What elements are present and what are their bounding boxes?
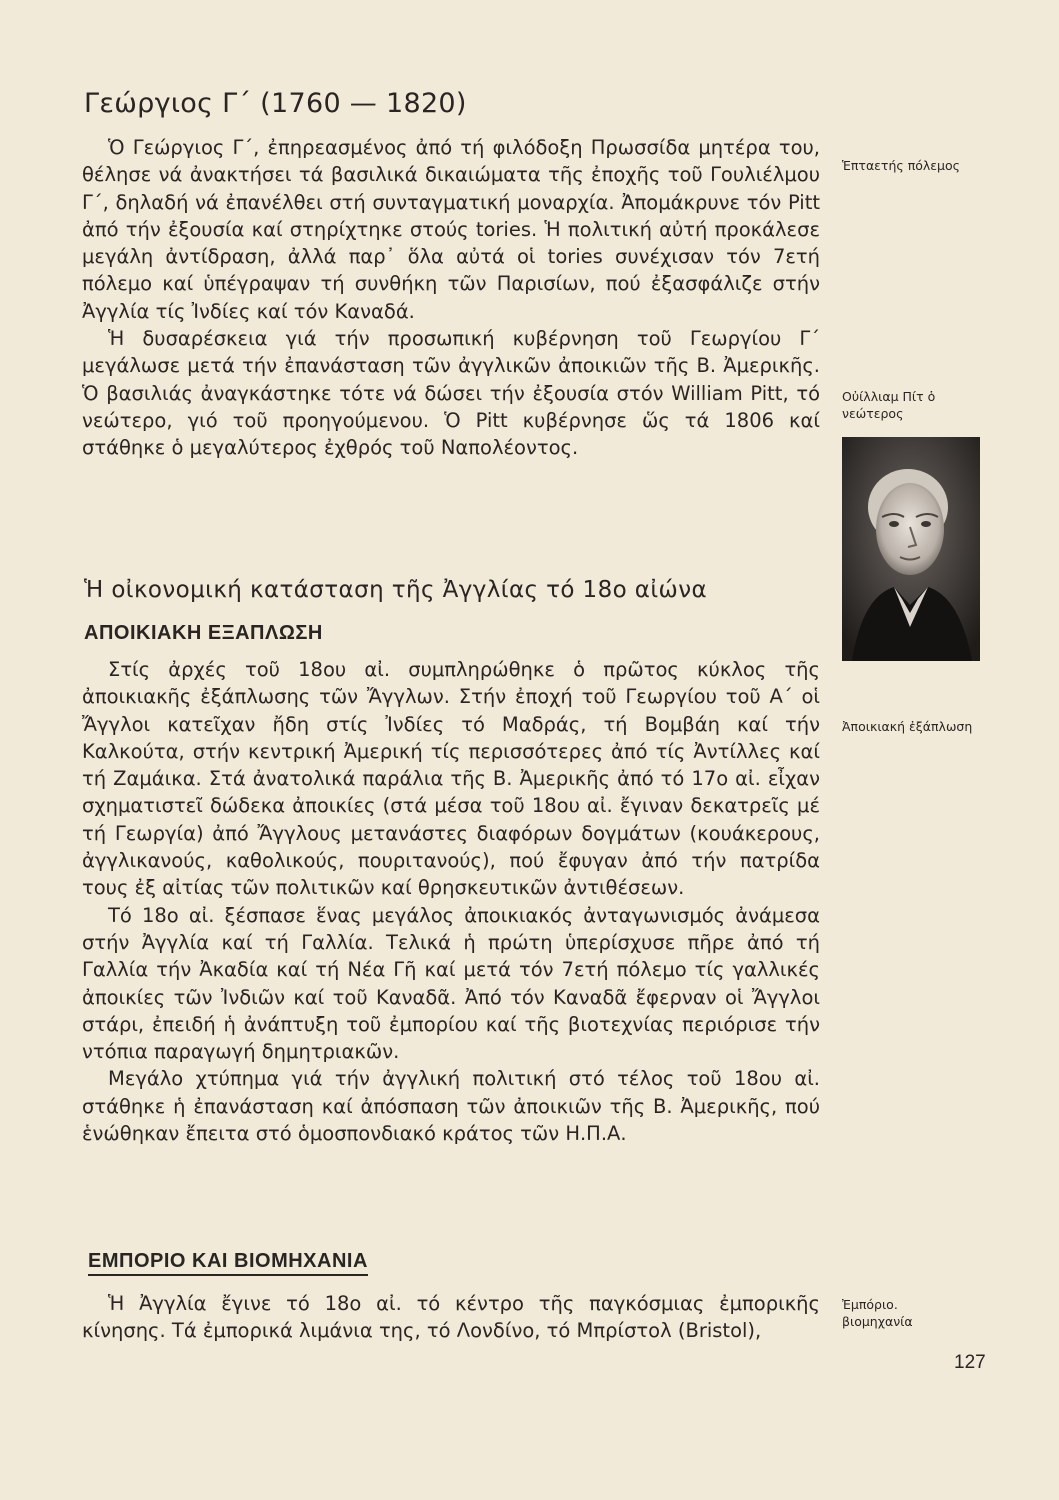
paragraph: Τό 18ο αἰ. ξέσπασε ἕνας μεγάλος ἀποικιακός ἀνταγωνισμός ἀνάμεσα στήν Ἀγγλία καί τή Γαλλία. Τελικά ἡ πρώτη ὑπερίσχυσε πῆρε ἀπό τή Γαλλία τήν Ἀκαδία καί τή Νέα Γῆ καί μετά τόν 7ετή πόλεμο τίς γαλλικές ἀποικίες τῶν Ἰνδιῶν καί τοῦ Καναδᾶ. Ἀπό τόν Καναδᾶ ἔφερναν οἱ Ἄγγλοι στάρι, ἐπειδή ἡ ἀνάπτυξη τοῦ ἐμπορίου καί τῆς βιοτεχνίας περιόρισε τήν ντόπια παραγωγή δημητριακῶν.: [82, 903, 820, 1064]
margin-note-pitt: [842, 388, 992, 422]
section-heading-economy: Ἡ οἰκονομική κατάσταση τῆς Ἀγγλίας τό 18ο αἰώνα: [84, 577, 708, 603]
margin-note-colonial: Ἀποικιακή ἐξάπλωση: [842, 719, 973, 734]
margin-note-trade: [842, 1296, 992, 1330]
paragraph: Ἡ δυσαρέσκεια γιά τήν προσωπική κυβέρνηση τοῦ Γεωργίου Γ΄ μεγάλωσε μετά τήν ἐπανάσταση τῶν ἀγγλικῶν ἀποικιῶν τῆς Β. Ἀμερικῆς. Ὁ βασιλιάς ἀναγκάστηκε τότε νά δώσει τήν ἐξουσία στόν William Pitt, τό νεώτερο, γιό τοῦ προηγούμενου. Ὁ Pitt κυβέρνησε ὥς τά 1806 καί στάθηκε ὁ μεγαλύτερος ἐχθρός τοῦ Ναπολέοντος.: [82, 327, 820, 460]
paragraph: Μεγάλο χτύπημα γιά τήν ἀγγλική πολιτική στό τέλος τοῦ 18ου αἰ. στάθηκε ἡ ἐπανάσταση καί ἀπόσπαση τῶν ἀποικιῶν τῆς Β. Ἀμερικῆς, πού ἑνώθηκαν ἔπειτα στό ὁμοσπονδιακό κράτος τῶν Η.Π.Α.: [82, 1067, 820, 1146]
portrait-william-pitt: [842, 437, 980, 661]
margin-note-seven-year-war: Ἑπταετής πόλεμος: [842, 158, 960, 173]
page-title: Γεώργιος Γ΄ (1760 — 1820): [84, 88, 467, 119]
margin-note-line: βιομηχανία: [842, 1314, 913, 1329]
margin-note-line: Ἐμπόριο.: [842, 1297, 898, 1312]
section-colonial-expansion: [82, 656, 820, 1147]
margin-note-line: Οὐίλλιαμ Πίτ ὁ: [842, 389, 936, 404]
paragraph: Ἡ Ἀγγλία ἔγινε τό 18ο αἰ. τό κέντρο τῆς παγκόσμιας ἐμπορικῆς κίνησης. Τά ἐμπορικά λιμάνια της, τό Λονδίνο, τό Μπρίστολ (Bristol),: [82, 1292, 820, 1343]
section-george-iii: [82, 134, 820, 462]
page-number: 127: [954, 1352, 986, 1373]
margin-note-line: νεώτερος: [842, 406, 904, 421]
section-trade-industry: [82, 1290, 820, 1345]
paragraph: Στίς ἀρχές τοῦ 18ου αἰ. συμπληρώθηκε ὁ πρῶτος κύκλος τῆς ἀποικιακῆς ἐξάπλωσης τῶν Ἄγγλων. Στήν ἐποχή τοῦ Γεωργίου τοῦ Α΄ οἱ Ἄγγλοι κατεῖχαν ἤδη στίς Ἰνδίες τό Μαδράς, τή Βομβάη καί τήν Καλκούτα, στήν κεντρική Ἀμερική τίς περισσότερες ἀπό τίς Ἀντίλλες καί τή Ζαμάικα. Στά ἀνατολικά παράλια τῆς Β. Ἀμερικῆς ἀπό τό 17ο αἰ. εἶχαν σχηματιστεῖ δώδεκα ἀποικίες (στά μέσα τοῦ 18ου αἰ. ἔγιναν δεκατρεῖς μέ τή Γεωργία) ἀπό Ἄγγλους μετανάστες διαφόρων δογμάτων (κουάκερους, ἀγγλικανούς, καθολικούς, πουριτανούς), πού ἔφυγαν ἀπό τήν πατρίδα τους ἐξ αἰτίας τῶν πολιτικῶν καί θρησκευτικῶν ἀντιθέσεων.: [82, 658, 820, 900]
subheading-colonial-expansion: ΑΠΟΙΚΙΑΚΗ ΕΞΑΠΛΩΣΗ: [84, 622, 323, 644]
paragraph: Ὁ Γεώργιος Γ΄, ἐπηρεασμένος ἀπό τή φιλόδοξη Πρωσσίδα μητέρα του, θέλησε νά ἀνακτήσει τά βασιλικά δικαιώματα τῆς ἐποχῆς τοῦ Γουλιέλμου Γ΄, δηλαδή νά ἐπανέλθει στή συνταγματική μοναρχία. Ἀπομάκρυνε τόν Pitt ἀπό τήν ἐξουσία καί στηρίχτηκε στούς tories. Ἡ πολιτική αὐτή προκάλεσε μεγάλη ἀντίδραση, ἀλλά παρ᾽ ὅλα αὐτά οἱ tories συνέχισαν τόν 7ετή πόλεμο καί ὑπέγραψαν τή συνθήκη τῶν Παρισίων, πού ἐξασφάλιζε στήν Ἀγγλία τίς Ἰνδίες καί τόν Καναδά.: [82, 136, 820, 323]
subheading-trade-industry: ΕΜΠΟΡΙΟ ΚΑΙ ΒΙΟΜΗΧΑΝΙΑ: [88, 1250, 368, 1276]
